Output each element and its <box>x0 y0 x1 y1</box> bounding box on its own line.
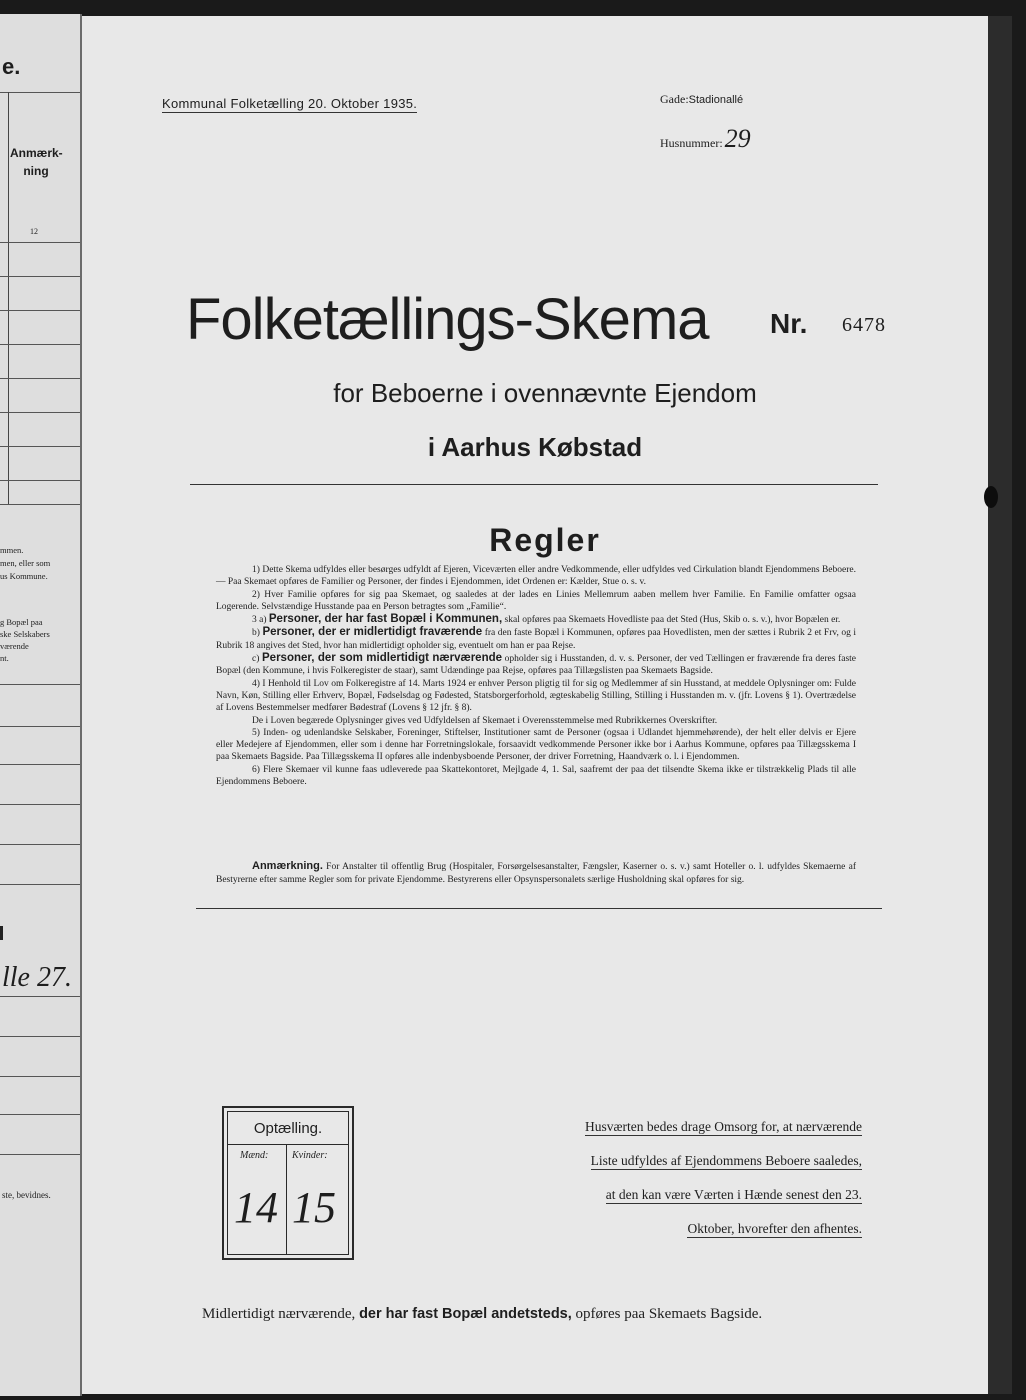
maend-label: Mænd: <box>240 1150 269 1161</box>
left-heading-fragment: e. <box>2 54 21 79</box>
rule-2: 2) Hver Familie opføres for sig paa Skemaet, og saaledes at der lades en Linies Mellemrum aaben mellem hver Familie. En Familie omfatter ogsaa Logerende. Selvstændige Husstande paa en Person betragtes som „Familie“. <box>216 589 856 612</box>
rules-text <box>216 564 856 788</box>
bracket-mark <box>0 926 3 940</box>
form-number-label: Nr. <box>770 308 808 339</box>
divider <box>0 92 80 93</box>
rule-1: 1) Dette Skema udfyldes eller besørges udfyldt af Ejeren, Viceværten eller andre Vedkommende, eller udfyldes ved Cirkulation blandt Ejendommens Beboere. — Paa Skemaet opføres de Familier og Personer, der findes i Ejendommen, idet Ordenen er: Kælder, Stue o. s. v. <box>216 565 856 588</box>
rule-4b: De i Loven begærede Oplysninger gives ved Udfyldelsen af Skemaet i Overensstemmelse med Rubrikkernes Overskrifter. <box>252 715 718 726</box>
divider <box>0 684 80 685</box>
divider <box>0 310 80 311</box>
optaelling-inner-border <box>227 1111 349 1255</box>
divider <box>0 804 80 805</box>
divider <box>0 884 80 885</box>
footer-note <box>202 1306 762 1323</box>
husnummer-value: 29 <box>724 124 751 153</box>
divider <box>190 484 878 485</box>
left-note-line: ske Selskabers <box>0 629 50 639</box>
form-subtitle-city: i Aarhus Købstad <box>427 432 643 462</box>
rule-3c <box>216 652 856 678</box>
divider <box>0 726 80 727</box>
anmaerkning-text: For Anstalter til offentlig Brug (Hospitaler, Forsørgelsesanstalter, Fængsler, Kaserner o. s. v.) samt Hoteller o. l. udfyldes Skemaerne af Bestyrerne efter samme Regler som for private Ejendomme. Bestyrerens eller Opsynspersonalets særlige Husholdning skal opføres for sig. <box>216 862 857 885</box>
divider <box>0 844 80 845</box>
left-note-line: men, eller som <box>0 558 51 568</box>
divider <box>8 92 9 504</box>
rule-5: 5) Inden- og udenlandske Selskaber, Foreninger, Stiftelser, Institutioner samt de Personer (ogsaa i Udlandet hjemmehørende), der helt eller delvis er Ejere eller Medejere af Ejendommen, eller som i denne har Forretningslokale, forsaavidt vedkommende Personer ikke bor i Aarhus Kommune, opføres paa Tillægsskema I paa Skemaets Bagside. Paa Tillægsskema II opføres alle indenbysboende Personer, der driver Forretning, Haandværk o. l. i Ejendommen. <box>216 727 856 763</box>
divider <box>0 242 80 243</box>
left-handwritten-text: lle 27. <box>2 962 72 993</box>
anmaerkning-label: Anmærkning. <box>252 860 323 872</box>
rule-3c-heading: Personer, der som midlertidigt nærværende <box>262 652 503 665</box>
notice-line: at den kan være Værten i Hænde senest den 23. <box>605 1187 862 1202</box>
anmaerkning-note <box>216 860 856 886</box>
left-note-line: g Bopæl paa <box>0 617 43 627</box>
divider <box>0 412 80 413</box>
census-title: Kommunal Folketælling 20. Oktober 1935. <box>162 96 418 111</box>
divider <box>0 446 80 447</box>
rule-3c-text: opholder sig i Husstanden, d. v. s. Personer, der ved Tællingen er fraværende fra deres faste Bopæl (den Kommune, i hvis Folkeregister de staar), samt Udændinge paa Rejse, opføres paa Tillægslisten paa Skemaets Bagside. <box>216 654 856 677</box>
divider <box>0 480 80 481</box>
book-binding-edge <box>988 16 1012 1394</box>
divider <box>0 504 80 505</box>
divider <box>0 996 80 997</box>
column-header-anmaerkning: Anmærk-ning <box>10 146 63 178</box>
rule-3a-heading: Personer, der har fast Bopæl i Kommunen, <box>268 613 503 626</box>
divider <box>0 1036 80 1037</box>
rule-3c-number: c) <box>252 654 260 665</box>
notice-line: Oktober, hvorefter den afhentes. <box>687 1221 862 1236</box>
rules-heading: Regler <box>489 522 601 558</box>
left-note-line: us Kommune. <box>0 571 48 581</box>
left-page-fragment <box>0 14 82 1396</box>
divider <box>0 764 80 765</box>
binding-hole <box>984 486 998 508</box>
footer-bold: der har fast Bopæl andetsteds, <box>359 1306 572 1322</box>
maend-count: 14 <box>234 1183 278 1232</box>
rule-3b <box>216 626 856 652</box>
rule-3a-text: skal opføres paa Skemaets Hovedliste paa det Sted (Hus, Skib o. s. v.), hvor Bopælen er. <box>504 615 841 626</box>
rule-3a-number: 3 a) <box>252 615 267 626</box>
divider <box>0 1114 80 1115</box>
divider <box>0 378 80 379</box>
divider <box>228 1144 348 1145</box>
left-note-line: værende <box>0 641 29 651</box>
divider <box>196 908 882 909</box>
kvinder-count: 15 <box>292 1183 336 1232</box>
gade-label: Gade: <box>660 92 689 106</box>
landlord-notice <box>522 1110 862 1246</box>
left-bottom-note: ste, bevidnes. <box>2 1190 51 1200</box>
column-number: 12 <box>30 227 38 236</box>
notice-line: Husværten bedes drage Omsorg for, at nærværende <box>584 1119 862 1134</box>
husnummer-label: Husnummer: <box>660 136 723 150</box>
husnummer-field <box>660 124 751 154</box>
form-subtitle: for Beboerne i ovennævnte Ejendom <box>333 378 757 408</box>
form-number: 6478 <box>842 314 886 336</box>
rule-3b-number: b) <box>252 628 260 639</box>
left-note-line: mmen. <box>0 545 24 555</box>
census-form-page <box>82 16 988 1394</box>
divider <box>0 1154 80 1155</box>
optaelling-box <box>222 1106 354 1260</box>
gade-field <box>660 92 743 107</box>
footer-pre: Midlertidigt nærværende, <box>202 1306 356 1322</box>
divider <box>0 1076 80 1077</box>
footer-post: opføres paa Skemaets Bagside. <box>575 1306 763 1322</box>
rule-6: 6) Flere Skemaer vil kunne faas udleverede paa Skattekontoret, Mejlgade 4, 1. Sal, saafremt der paa det tilsendte Skema ikke er tilstrækkelig Plads til alle Ejendommens Beboere. <box>216 764 856 788</box>
form-title: Folketællings-Skema <box>186 287 709 352</box>
kvinder-label: Kvinder: <box>292 1150 328 1161</box>
divider <box>0 276 80 277</box>
gade-value: Stadionallé <box>688 94 744 106</box>
optaelling-title: Optælling. <box>253 1120 323 1137</box>
divider <box>286 1144 287 1254</box>
left-note-line: nt. <box>0 653 9 663</box>
rule-4: 4) I Henhold til Lov om Folkeregistre af 14. Marts 1924 er enhver Person pligtig til for sig og Medlemmer af sin Husstand, at meddele Oplysninger om: Fulde Navn, Køn, Stilling eller Erhverv, Bopæl, Fødselsdag og Fødested, Statsborgerforhold, ægteskabelig Stilling, Stilling i Husstanden m. v. (jfr. Lovens § 1). Overtrædelse af Lovens Bestemmelser medfører Bødestraf (Lovens § 12 jfr. § 8). <box>216 678 856 714</box>
rule-3b-heading: Personer, der er midlertidigt fraværende <box>262 626 483 639</box>
divider <box>0 344 80 345</box>
notice-line: Liste udfyldes af Ejendommens Beboere saaledes, <box>590 1153 862 1168</box>
rule-3b-text: fra den faste Bopæl i Kommunen, opføres paa Hovedlisten, men der sættes i Rubrik 2 et Frv, og i Rubrik 18 angives det Sted, hvor han midlertidigt opholder sig, eventuelt om han er paa Rejse. <box>216 628 857 651</box>
rule-3a <box>216 613 856 626</box>
